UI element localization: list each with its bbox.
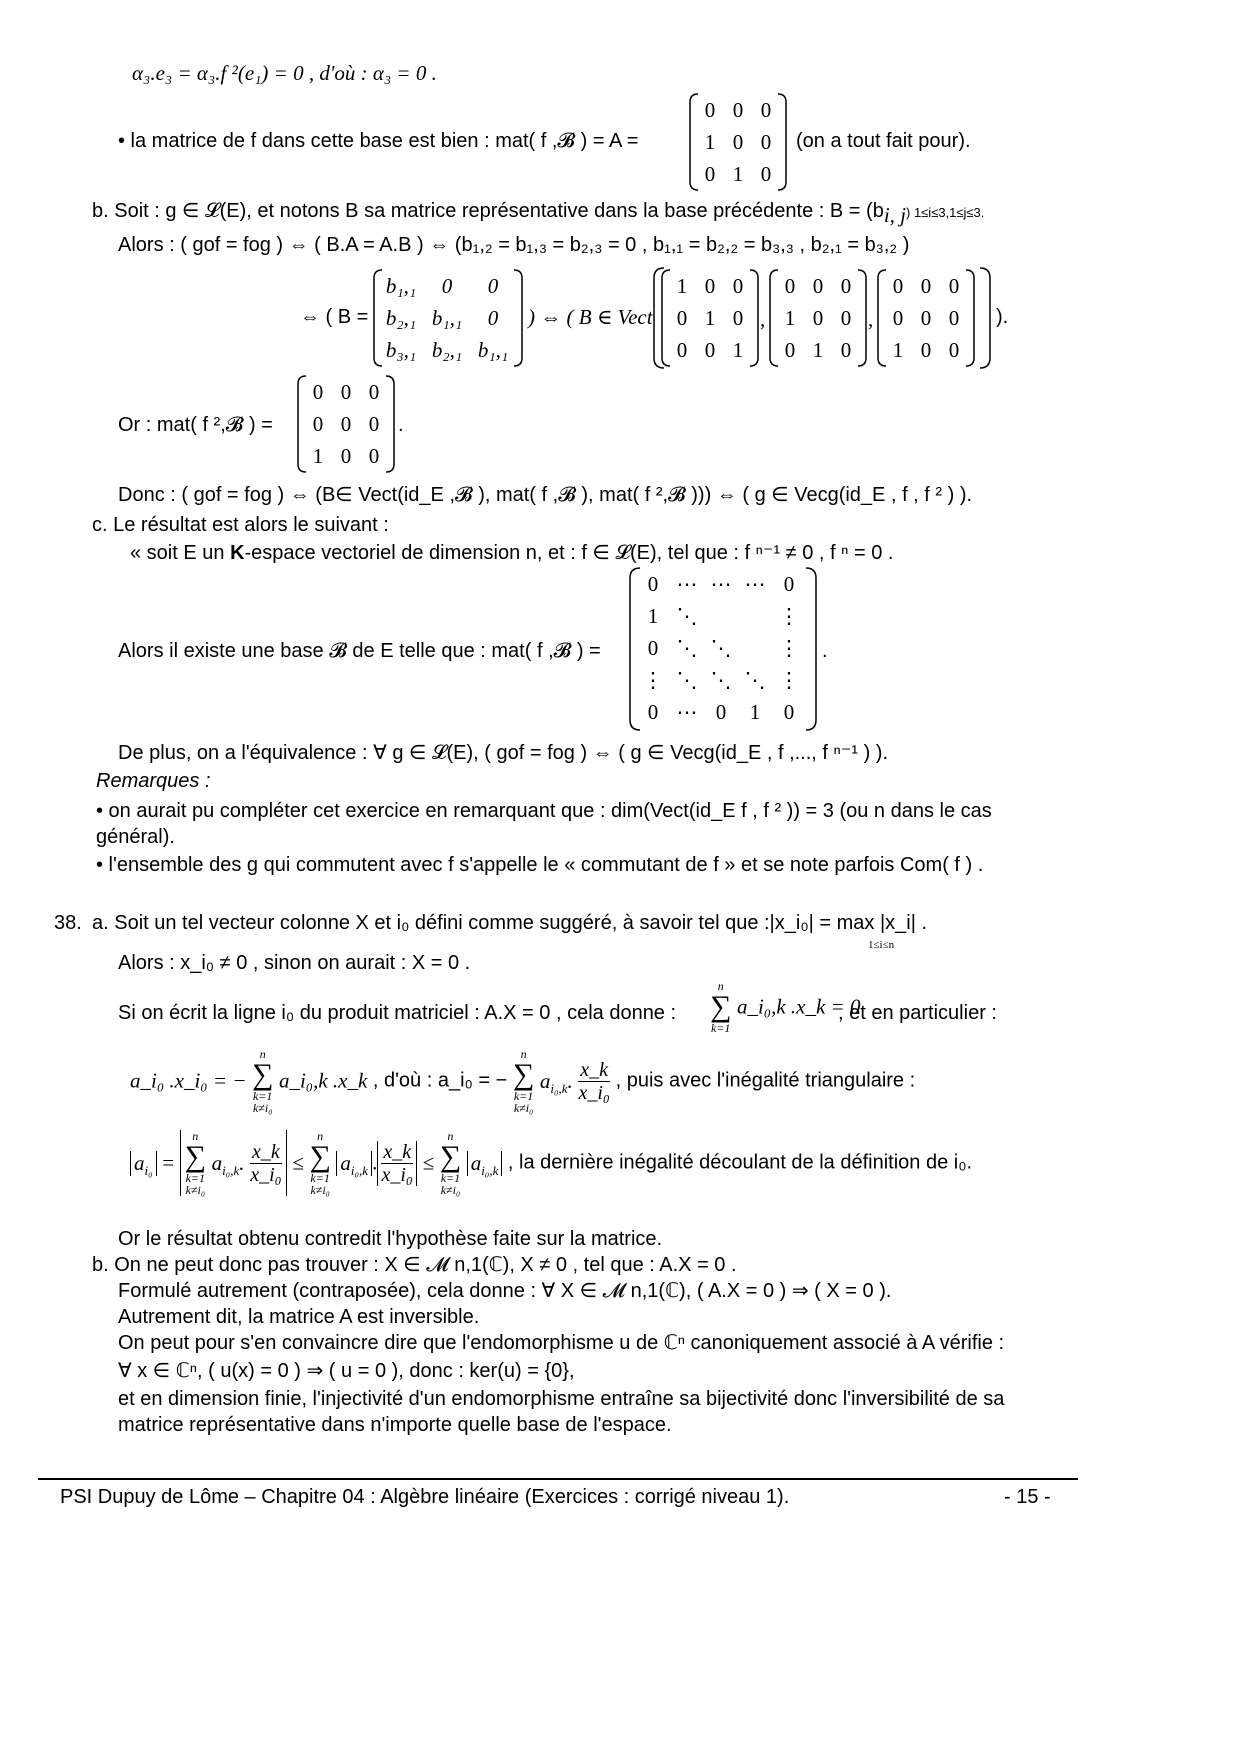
sum-symbol xyxy=(513,1048,534,1114)
matrix-cell: 1 xyxy=(704,306,716,330)
matrix-cell: 0 xyxy=(312,412,324,436)
abs-a: $a_{i_0}$ xyxy=(130,1151,157,1176)
ex38-b7: matrice représentative dans n'importe quelle base de l'espace. xyxy=(118,1414,672,1436)
or-label: Or : mat( f ²,𝓑 ) = xyxy=(118,414,273,436)
contradiction: Or le résultat obtenu contredit l'hypothèse faite sur la matrice. xyxy=(118,1228,663,1250)
matrix-cell: ⋮ xyxy=(778,668,800,692)
part-c-statement xyxy=(130,540,893,566)
matrix-cell: 1 xyxy=(749,700,761,724)
donc-line: Donc : ( gof = fog ) ⇔ (B∈ Vect(id_E ,𝓑 ), mat( f ,𝓑 ), mat( f ²,𝓑 ))) ⇔ ( g ∈ Vecg(id_E , f , f ² ) ). xyxy=(118,484,973,506)
part-b-intro-range: ) 1≤i≤3,1≤j≤3. xyxy=(906,205,985,220)
matrix-cell: 0 xyxy=(948,274,960,298)
matrix-cell: 0 xyxy=(340,412,352,436)
sum-bottom-2: k≠i₀ xyxy=(440,1183,461,1197)
matrix-cell: b₂,₁ xyxy=(431,338,463,362)
matrix-cell: b₁,₁ xyxy=(477,338,509,362)
fraction-denominator: x_i₀ xyxy=(381,1163,413,1186)
ex38-b2: Formulé autrement (contraposée), cela donne : ∀ X ∈ 𝓜 n,1(ℂ), ( A.X = 0 ) ⇒ ( X = 0 ). xyxy=(118,1280,892,1302)
ex38-a-intro: a. Soit un tel vecteur colonne X et i₀ défini comme suggéré, à savoir tel que :|x_i₀| = max |x_i| . xyxy=(92,912,928,934)
matrix-cell: 0 xyxy=(647,572,659,596)
part-b-intro-text: b. Soit : g ∈ 𝓛(E), et notons B sa matrice représentative dans la base précédente : B = (b xyxy=(92,200,884,222)
equiv-end: ). xyxy=(996,306,1009,328)
matrix-cell: ⋮ xyxy=(642,668,664,692)
sigma-glyph: ∑ xyxy=(710,990,732,1023)
ex38-ligne-pre: Si on écrit la ligne i₀ du produit matriciel : A.X = 0 , cela donne : xyxy=(118,1002,677,1024)
sigma-glyph: ∑ xyxy=(309,1140,331,1173)
sum-bottom: k=1 xyxy=(440,1171,461,1185)
part-c-base-end: . xyxy=(822,640,828,662)
matrix-cell: 1 xyxy=(676,274,688,298)
matrix-cell: 1 xyxy=(732,338,744,362)
matrix-cell: b₁,₁ xyxy=(431,306,463,330)
abs-coef: $a_{i_0,k}$ xyxy=(467,1151,503,1176)
term: $a_{i_0,k}$. xyxy=(211,1150,245,1178)
abs-coef: $a_{i_0,k}$ xyxy=(336,1151,372,1176)
matrix-cell: b₃,₁ xyxy=(385,338,417,362)
matrix-cell: 0 xyxy=(676,306,688,330)
matrix-cell: 0 xyxy=(487,274,499,298)
sum-bottom: k=1 xyxy=(513,1089,534,1103)
matrix-cell xyxy=(704,600,738,632)
ex38-b6: et en dimension finie, l'injectivité d'un endomorphisme entraîne sa bijectivité donc l'inversibilité de sa xyxy=(118,1388,1005,1410)
sum-top: n xyxy=(520,1047,527,1061)
matrix-cell: ⋮ xyxy=(778,604,800,628)
matrix-cell: 0 xyxy=(840,306,852,330)
matrix-cell: 0 xyxy=(647,636,659,660)
matrix-cell: 0 xyxy=(920,338,932,362)
matrix-cell xyxy=(738,600,772,632)
ex38-b1: b. On ne peut donc pas trouver : X ∈ 𝓜 n,1(ℂ), X ≠ 0 , tel que : A.X = 0 . xyxy=(92,1254,737,1276)
matrix-cell xyxy=(738,632,772,664)
matrix-cell: b₂,₁ xyxy=(385,306,417,330)
sum-symbol xyxy=(185,1130,206,1196)
matrix-cell: 0 xyxy=(920,274,932,298)
matrix-cell: 0 xyxy=(783,572,795,596)
equals-sign: = xyxy=(162,1150,175,1175)
fraction xyxy=(381,1141,413,1186)
part-c-title: c. Le résultat est alors le suivant : xyxy=(92,514,389,536)
part-b-alors: Alors : ( gof = fog ) ⇔ ( B.A = A.B ) ⇔ (b₁,₂ = b₁,₃ = b₂,₃ = 0 , b₁,₁ = b₂,₂ = b₃,₃ , b₂,₁ = b₃,₂ ) xyxy=(118,234,910,256)
matrix-cell: ⋱ xyxy=(710,636,732,660)
matrix-cell: 0 xyxy=(760,162,772,186)
matrix-cell: 0 xyxy=(368,380,380,404)
matrix-cell: 0 xyxy=(676,338,688,362)
inequality-end: , la dernière inégalité découlant de la définition de i₀. xyxy=(507,1151,973,1174)
sigma-glyph: ∑ xyxy=(439,1140,462,1173)
matrix-cell: ⋱ xyxy=(710,668,732,692)
fraction-denominator: x_i₀ xyxy=(250,1163,282,1186)
remark-1b: général). xyxy=(96,826,175,848)
matrix-cell: 0 xyxy=(704,98,716,122)
fraction-numerator: x_k xyxy=(252,1140,280,1163)
matrix-cell: 1 xyxy=(892,338,904,362)
statement-bold: K xyxy=(230,542,245,564)
matrix-cell: 0 xyxy=(812,306,824,330)
matrix-cell: 0 xyxy=(487,306,499,330)
sigma-glyph: ∑ xyxy=(252,1058,274,1091)
matrix-cell: 0 xyxy=(715,700,727,724)
eq1-body-2: $a_{i_0,k}$. xyxy=(539,1068,573,1096)
matrix-cell: ⋯ xyxy=(710,572,732,596)
matrix-cell: 0 xyxy=(760,130,772,154)
comma: , xyxy=(868,307,874,331)
matrix-cell: 0 xyxy=(340,444,352,468)
matrix-cell: 0 xyxy=(948,338,960,362)
sum-bottom-2: k≠i₀ xyxy=(513,1101,534,1115)
eq1 xyxy=(130,1048,915,1114)
fraction xyxy=(578,1059,610,1104)
footer-rule xyxy=(38,1478,1078,1480)
statement-pre: « soit E un xyxy=(130,542,231,564)
footer-text: PSI Dupuy de Lôme – Chapitre 04 : Algèbre linéaire (Exercices : corrigé niveau 1). xyxy=(60,1486,790,1508)
matrix-cell: 1 xyxy=(647,604,659,628)
exercise-number: 38. xyxy=(54,912,82,934)
fraction-denominator: x_i₀ xyxy=(578,1081,610,1104)
sum-bottom: k=1 xyxy=(310,1171,330,1185)
matrix-cell: 0 xyxy=(892,306,904,330)
matrix-cell: ⋱ xyxy=(744,668,766,692)
matrix-cell: ⋱ xyxy=(676,636,698,660)
matrix-cell: 1 xyxy=(812,338,824,362)
matrix-cell: ⋯ xyxy=(676,700,698,724)
sum-top: n xyxy=(259,1047,266,1061)
page-number: - 15 - xyxy=(1004,1486,1051,1508)
eq1-left: a_i₀ .x_i₀ = − xyxy=(130,1068,247,1093)
sum-top: n xyxy=(317,1129,324,1143)
matrix-cell: 0 xyxy=(441,274,453,298)
matrix-cell: 0 xyxy=(340,380,352,404)
matrix-cell: 0 xyxy=(732,98,744,122)
leq-sign: ≤ xyxy=(292,1150,304,1175)
sigma-glyph: ∑ xyxy=(184,1140,206,1173)
matrix-cell: 0 xyxy=(732,306,744,330)
sum-top: n xyxy=(717,979,724,993)
fraction-numerator: x_k xyxy=(383,1140,412,1163)
abs-sum xyxy=(180,1130,287,1196)
ex38-b5: ∀ x ∈ ℂⁿ, ( u(x) = 0 ) ⇒ ( u = 0 ), donc : ker(u) = {0}, xyxy=(118,1360,575,1382)
sum-bottom-2: k≠i₀ xyxy=(310,1183,330,1197)
matrix-cell: b₁,₁ xyxy=(385,274,417,298)
alpha-equation: α₃.e₃ = α₃.f ²(e₁) = 0 , d'où : α₃ = 0 . xyxy=(132,61,437,85)
matrix-cell: 0 xyxy=(704,274,716,298)
equiv-mid: ) ⇔ ( B ∈ Vect xyxy=(528,305,653,329)
ex38-alors: Alors : x_i₀ ≠ 0 , sinon on aurait : X = 0 . xyxy=(118,952,471,974)
inequality-line xyxy=(130,1130,972,1196)
ex38-ligne-post: , et en particulier : xyxy=(838,1002,997,1024)
matrix-note: (on a tout fait pour). xyxy=(796,130,971,152)
fraction xyxy=(250,1141,282,1186)
matrix-cell: 0 xyxy=(368,444,380,468)
eq1-body: a_i₀,k .x_k xyxy=(278,1068,368,1093)
matrix-cell: 0 xyxy=(920,306,932,330)
sum-symbol xyxy=(440,1130,461,1196)
matrix-cell: 0 xyxy=(892,274,904,298)
sum-symbol xyxy=(252,1048,273,1114)
leq-sign: ≤ xyxy=(422,1150,435,1175)
matrix-cell: 0 xyxy=(784,274,796,298)
or-end: . xyxy=(398,414,404,436)
matrix-cell: ⋱ xyxy=(676,604,698,628)
eq1-mid: , d'où : a_i₀ = − xyxy=(372,1069,508,1092)
matrix-cell: 0 xyxy=(704,162,716,186)
matrix-cell: 0 xyxy=(840,274,852,298)
matrix-cell: ⋮ xyxy=(778,636,800,660)
matrix-cell: 0 xyxy=(760,98,772,122)
sum-symbol xyxy=(309,1130,330,1196)
sigma-glyph: ∑ xyxy=(512,1058,535,1091)
matrix-cell: 0 xyxy=(704,338,716,362)
sum-bottom: k=1 xyxy=(185,1171,206,1185)
matrix-cell: 0 xyxy=(840,338,852,362)
matrix-cell: 0 xyxy=(732,274,744,298)
matrix-cell: 0 xyxy=(368,412,380,436)
remark-1: • on aurait pu compléter cet exercice en remarquant que : dim(Vect(id_E f , f ² )) = 3 (ou n dans le cas xyxy=(96,800,992,822)
matrix-cell: 0 xyxy=(732,130,744,154)
matrix-cell: 1 xyxy=(704,130,716,154)
matrix-cell: 0 xyxy=(948,306,960,330)
matrix-cell: 0 xyxy=(647,700,659,724)
comma: , xyxy=(760,307,766,331)
matrix-cell: 0 xyxy=(783,700,795,724)
part-c-base: Alors il existe une base 𝓑 de E telle que : mat( f ,𝓑 ) = xyxy=(118,640,601,662)
matrix-cell: ⋯ xyxy=(744,572,766,596)
sum-bottom-2: k≠i₀ xyxy=(185,1183,206,1197)
matrix-cell: 1 xyxy=(312,444,324,468)
matrix-intro: • la matrice de f dans cette base est bien : mat( f ,𝓑 ) = A = xyxy=(118,130,639,152)
ex38-b4: On peut pour s'en convaincre dire que l'endomorphisme u de ℂⁿ canoniquement associé à A vérifie : xyxy=(118,1332,1005,1354)
sum-bottom-2: k≠i₀ xyxy=(252,1101,273,1115)
matrix-cell: 1 xyxy=(732,162,744,186)
ex38-b3: Autrement dit, la matrice A est inversible. xyxy=(118,1306,480,1328)
sum-bottom: k=1 xyxy=(252,1089,273,1103)
max-subscript: 1≤i≤n xyxy=(868,939,895,951)
matrix-cell: 0 xyxy=(784,338,796,362)
part-b-intro xyxy=(92,198,984,226)
remarks-title: Remarques : xyxy=(96,770,211,792)
dot: . xyxy=(372,1150,378,1175)
remark-2: • l'ensemble des g qui commutent avec f s'appelle le « commutant de f » et se note parfois Com( f ) . xyxy=(96,854,984,876)
sum-symbol xyxy=(710,980,731,1034)
abs-ratio xyxy=(377,1141,417,1186)
matrix-cell: 0 xyxy=(812,274,824,298)
equiv-prefix: ⇔ ( B = xyxy=(300,306,369,328)
bij-sub: i, j xyxy=(883,203,906,227)
part-c-equiv: De plus, on a l'équivalence : ∀ g ∈ 𝓛(E), ( gof = fog ) ⇔ ( g ∈ Vecg(id_E , f ,..., f ⁿ⁻¹ ) ). xyxy=(118,742,889,764)
statement-post: -espace vectoriel de dimension n, et : f ∈ 𝓛(E), tel que : f ⁿ⁻¹ ≠ 0 , f ⁿ = 0 . xyxy=(244,542,894,564)
matrix-cell: ⋯ xyxy=(676,572,698,596)
fraction-numerator: x_k xyxy=(580,1058,609,1081)
matrix-cell: ⋱ xyxy=(676,668,698,692)
matrix-cell: 1 xyxy=(784,306,796,330)
sum-body: a_i₀,k .x_k = 0 xyxy=(736,994,861,1019)
sum-bottom: k=1 xyxy=(710,1021,731,1035)
sum-top: n xyxy=(192,1129,199,1143)
eq1-end: , puis avec l'inégalité triangulaire : xyxy=(615,1069,916,1092)
matrix-cell: 0 xyxy=(312,380,324,404)
sum-top: n xyxy=(447,1129,454,1143)
